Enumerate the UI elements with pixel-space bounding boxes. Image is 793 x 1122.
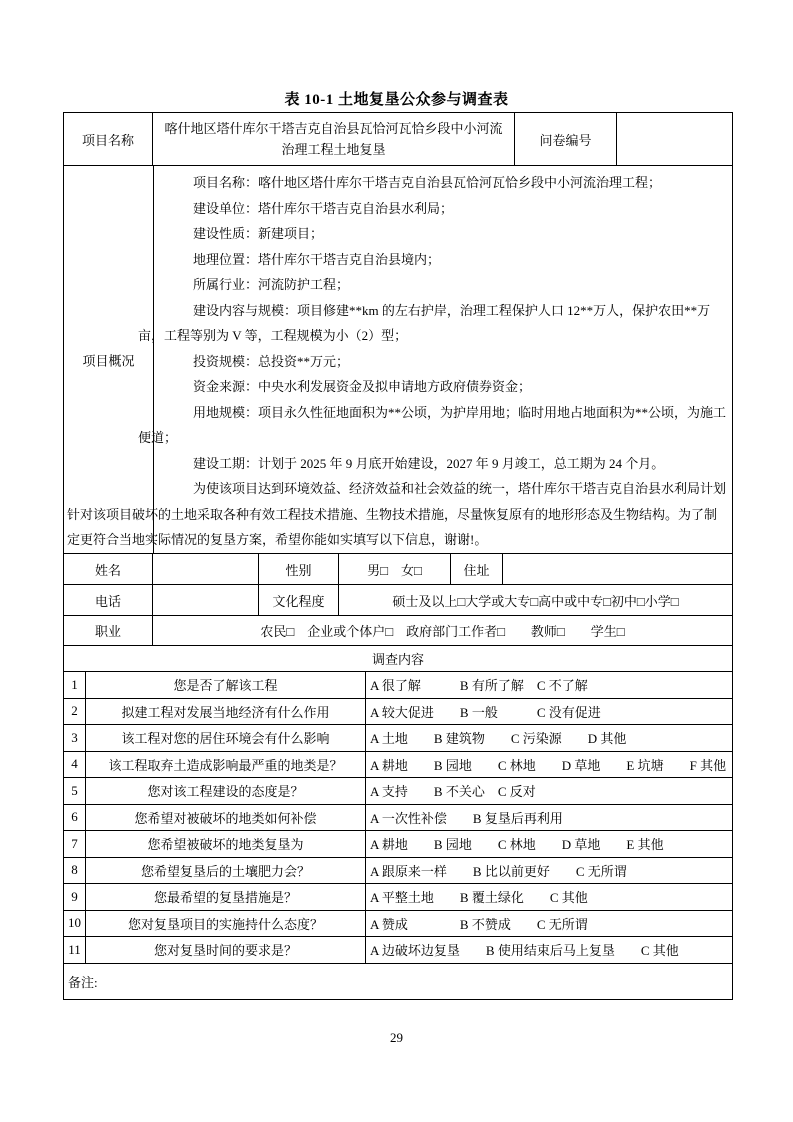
question-number: 10 [64,911,86,937]
overview-paragraph: 用地规模：项目永久性征地面积为**公顷，为护岸用地；临时用地占地面积为**公顷，为施工便道； [138,404,727,445]
survey-question-row [64,831,732,858]
question-options[interactable]: A 赞成 B 不赞成 C 无所谓 [370,916,588,932]
question-text: 您希望复垦后的土壤肥力会？ [86,858,366,884]
overview-paragraph: 建设工期：计划于 2025 年 9 月底开始建设，2027 年 9 月竣工，总工期为 24 个月。 [193,455,665,471]
project-overview-label: 项目概况 [82,353,135,368]
project-name-label: 项目名称 [64,113,153,165]
question-number: 8 [64,858,86,884]
survey-question-row [64,884,732,911]
name-gender-address-row [64,554,732,585]
question-options[interactable]: A 边破坏边复垦 B 使用结束后马上复垦 C 其他 [370,943,679,959]
question-options[interactable]: A 跟原来一样 B 比以前更好 C 无所谓 [370,863,627,879]
survey-question-row [64,858,732,885]
occupation-label: 职业 [64,616,153,645]
question-text: 您对复垦时间的要求是？ [86,937,366,963]
questionnaire-no-input[interactable] [617,113,732,165]
question-options[interactable]: A 耕地 B 园地 C 林地 D 草地 E 坑塘 F 其他 [370,757,727,773]
survey-question-row [64,672,732,699]
question-options[interactable]: A 耕地 B 园地 C 林地 D 草地 E 其他 [370,837,664,853]
survey-section-header-row [64,646,732,672]
question-text: 您是否了解该工程 [86,672,366,698]
question-text: 您对该工程建设的态度是？ [86,778,366,804]
question-number: 4 [64,752,86,778]
question-text: 您最希望的复垦措施是？ [86,884,366,910]
question-options[interactable]: A 支持 B 不关心 C 反对 [370,784,536,800]
phone-input[interactable] [153,585,259,615]
survey-question-row [64,805,732,832]
occupation-row [64,616,732,646]
question-number: 5 [64,778,86,804]
survey-form-table [63,112,733,1000]
phone-label: 电话 [64,585,153,615]
address-label: 住址 [451,554,503,584]
question-text: 您希望对被破坏的地类如何补偿 [86,805,366,831]
address-input[interactable] [503,554,732,584]
project-name-row [64,113,732,166]
table-title: 表 10-1 土地复垦公众参与调查表 [284,92,509,108]
question-options[interactable]: A 一次性补偿 B 复垦后再利用 [370,810,563,826]
overview-paragraph: 建设内容与规模：项目修建**km 的左右护岸，治理工程保护人口 12**万人，保护农田**万亩，工程等别为 V 等，工程规模为小（2）型； [138,302,711,343]
questionnaire-no-label: 问卷编号 [515,113,617,165]
question-number: 6 [64,805,86,831]
overview-paragraph: 资金来源：中央水利发展资金及拟申请地方政府债券资金； [193,379,532,394]
question-number: 9 [64,884,86,910]
overview-paragraph: 所属行业：河流防护工程； [193,277,350,292]
question-options[interactable]: A 平整土地 B 覆土绿化 C 其他 [370,890,588,906]
overview-paragraph: 建设性质：新建项目； [193,226,324,241]
page-number: 29 [390,1030,403,1045]
survey-question-row [64,937,732,964]
survey-section-title: 调查内容 [371,652,424,667]
gender-label: 性别 [259,554,339,584]
gender-checkboxes[interactable]: 男□ 女□ [339,554,451,584]
remarks-row [64,964,732,999]
education-label: 文化程度 [259,585,339,615]
education-checkboxes[interactable]: 硕士及以上□大学或大专□高中或中专□初中□小学□ [392,593,679,609]
survey-question-row [64,699,732,726]
question-text: 拟建工程对发展当地经济有什么作用 [86,699,366,725]
overview-intro-paragraph: 为使该项目达到环境效益、经济效益和社会效益的统一，塔什库尔干塔吉克自治县水利局计划针对该项目破坏的土地采取各种有效工程技术措施、生物技术措施，尽量恢复原有的地形形态及生物结构。为了制定更符合当地实际情况的复垦方案，希望你能如实填写以下信息，谢谢!。 [67,481,727,547]
name-label: 姓名 [64,554,153,584]
overview-paragraph: 投资规模：总投资**万元； [193,353,350,369]
survey-question-row [64,778,732,805]
question-options[interactable]: A 很了解 B 有所了解 C 不了解 [370,678,588,694]
project-overview-content [64,166,732,553]
question-number: 11 [64,937,86,963]
question-text: 您对复垦项目的实施持什么态度？ [86,911,366,937]
question-text: 您希望被破坏的地类复垦为 [86,831,366,857]
phone-education-row [64,585,732,616]
remarks-label: 备注: [68,974,98,990]
survey-question-row [64,725,732,752]
question-number: 2 [64,699,86,725]
question-text: 该工程对您的居住环境会有什么影响 [86,725,366,751]
question-options[interactable]: A 较大促进 B 一般 C 没有促进 [370,704,601,720]
project-name-value: 喀什地区塔什库尔干塔吉克自治县瓦恰河瓦恰乡段中小河流治理工程土地复垦 [153,113,515,165]
survey-question-row [64,752,732,779]
question-number: 1 [64,672,86,698]
project-overview-row [64,166,732,554]
question-options[interactable]: A 土地 B 建筑物 C 污染源 D 其他 [370,731,627,747]
overview-paragraph: 项目名称：喀什地区塔什库尔干塔吉克自治县瓦恰河瓦恰乡段中小河流治理工程； [193,175,662,190]
name-input[interactable] [153,554,259,584]
question-number: 3 [64,725,86,751]
question-number: 7 [64,831,86,857]
overview-paragraph: 地理位置：塔什库尔干塔吉克自治县境内； [193,251,441,267]
remarks-input[interactable] [64,964,732,999]
survey-question-row [64,911,732,938]
overview-paragraph: 建设单位：塔什库尔干塔吉克自治县水利局； [193,200,454,216]
question-text: 该工程取弃土造成影响最严重的地类是？ [86,752,366,778]
occupation-checkboxes[interactable]: 农民□ 企业或个体户□ 政府部门工作者□ 教师□ 学生□ [260,624,625,639]
